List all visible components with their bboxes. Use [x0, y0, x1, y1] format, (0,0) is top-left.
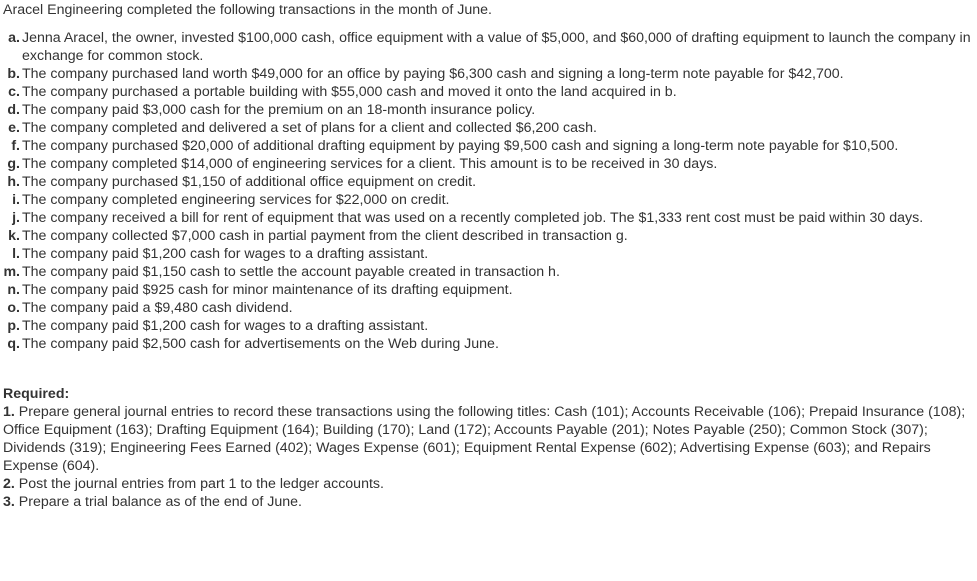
transaction-item: [3, 83, 973, 101]
transaction-item: [3, 173, 973, 191]
transaction-letter: p.: [7, 318, 20, 334]
transaction-letter: c.: [8, 84, 20, 100]
transaction-text: The company paid $3,000 cash for the premium on an 18-month insurance policy.: [22, 102, 536, 118]
transaction-letter: n.: [7, 282, 20, 298]
transaction-text: The company purchased $1,150 of additional office equipment on credit.: [22, 174, 477, 190]
transaction-item: [3, 137, 973, 155]
transaction-text: The company purchased $20,000 of additional drafting equipment by paying $9,500 cash and signing a long-term note payable for $10,500.: [22, 138, 899, 154]
transaction-list: [3, 29, 973, 353]
transaction-item: [3, 101, 973, 119]
transaction-letter: q.: [7, 336, 20, 352]
transaction-text: The company completed engineering services for $22,000 on credit.: [22, 192, 450, 208]
transaction-item: [3, 65, 973, 83]
required-item-text: Prepare a trial balance as of the end of June.: [18, 494, 302, 510]
required-item-number: 2.: [3, 476, 15, 492]
transaction-text: The company paid $2,500 cash for advertisements on the Web during June.: [22, 336, 499, 352]
transaction-letter: o.: [7, 300, 20, 316]
required-item-text: Post the journal entries from part 1 to the ledger accounts.: [18, 476, 384, 492]
transaction-text: The company purchased land worth $49,000 for an office by paying $6,300 cash and signing a long-term note payable for $42,700.: [22, 66, 844, 82]
transaction-letter: k.: [8, 228, 20, 244]
required-item: [3, 475, 973, 493]
transaction-letter: b.: [7, 66, 20, 82]
transaction-item: [3, 191, 973, 209]
transaction-item: [3, 227, 973, 245]
transaction-item: [3, 245, 973, 263]
transaction-letter: j.: [12, 210, 20, 226]
transaction-letter: h.: [7, 174, 20, 190]
transaction-item: [3, 281, 973, 299]
transaction-text: The company paid a $9,480 cash dividend.: [22, 300, 293, 316]
transaction-letter: l.: [12, 246, 20, 262]
transaction-item: [3, 119, 973, 137]
required-item: [3, 403, 973, 475]
transaction-letter: a.: [8, 30, 20, 46]
transaction-text: The company collected $7,000 cash in partial payment from the client described in transaction g.: [22, 228, 628, 244]
transaction-text: The company paid $1,200 cash for wages to a drafting assistant.: [22, 246, 429, 262]
transaction-letter: d.: [7, 102, 20, 118]
transaction-text: The company paid $1,150 cash to settle the account payable created in transaction h.: [22, 264, 560, 280]
transaction-item: [3, 299, 973, 317]
required-item-number: 3.: [3, 494, 15, 510]
required-heading: Required:: [3, 386, 70, 402]
required-item-text: Prepare general journal entries to record these transactions using the following titles: Cash (101); Accounts Receivable (106); Prepaid Insurance (108); Office Equipment (163); Drafting Equipment (164); Building (170); Land (172); Accounts Payable (201); Notes Payable (250); Common Stock (307); Dividends (319); Engineering Fees Earned (402); Wages Expense (601); Equipment Rental Expense (602); Advertising Expense (603); and Repairs Expense (604).: [3, 404, 966, 474]
transaction-item: [3, 209, 973, 227]
intro-text: Aracel Engineering completed the following transactions in the month of June.: [3, 2, 492, 18]
required-item-number: 1.: [3, 404, 15, 420]
transaction-item: [3, 263, 973, 281]
transaction-item: [3, 317, 973, 335]
transaction-letter: f.: [11, 138, 20, 154]
transaction-letter: g.: [7, 156, 20, 172]
transaction-item: [3, 335, 973, 353]
transaction-letter: m.: [3, 264, 20, 280]
transaction-item: [3, 155, 973, 173]
transaction-letter: i.: [12, 192, 20, 208]
transaction-letter: e.: [8, 120, 20, 136]
required-section: [3, 385, 973, 511]
transaction-text: Jenna Aracel, the owner, invested $100,000 cash, office equipment with a value of $5,000, and $60,000 of drafting equipment to launch the company in exchange for common stock.: [22, 30, 971, 64]
transaction-text: The company completed $14,000 of engineering services for a client. This amount is to be received in 30 days.: [22, 156, 718, 172]
transaction-text: The company paid $1,200 cash for wages to a drafting assistant.: [22, 318, 429, 334]
transaction-text: The company completed and delivered a set of plans for a client and collected $6,200 cash.: [22, 120, 597, 136]
transaction-text: The company paid $925 cash for minor maintenance of its drafting equipment.: [22, 282, 513, 298]
transaction-item: [3, 29, 973, 65]
required-item: [3, 493, 973, 511]
transaction-text: The company received a bill for rent of equipment that was used on a recently completed job. The $1,333 rent cost must be paid within 30 days.: [22, 210, 924, 226]
transaction-text: The company purchased a portable building with $55,000 cash and moved it onto the land acquired in b.: [22, 84, 677, 100]
